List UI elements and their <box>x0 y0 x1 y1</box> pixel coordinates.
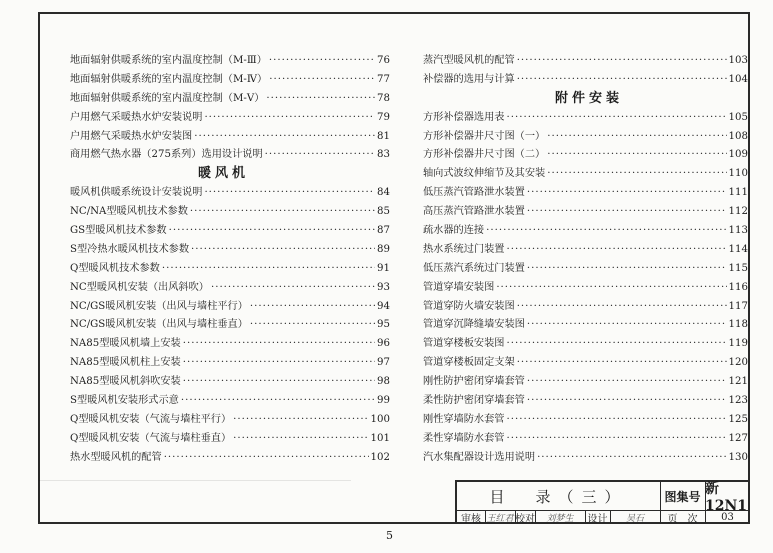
toc-entry <box>423 71 748 90</box>
toc-entry <box>70 279 390 298</box>
atlas-number: 新12N1 <box>705 481 748 514</box>
toc-entry <box>423 241 748 260</box>
toc-entry-title: 户用燃气采暖热水炉安装图 <box>70 130 193 142</box>
toc-entry-title: 地面辐射供暖系统的室内温度控制（M-Ⅳ） <box>70 73 268 85</box>
toc-entry-title: NA85型暖风机墙上安装 <box>70 338 181 350</box>
toc-entry-page: 110 <box>728 168 748 180</box>
toc-entry-page: 99 <box>377 395 390 407</box>
toc-right-column <box>423 52 748 468</box>
design-label: 设计 <box>587 513 608 525</box>
toc-entry-page: 111 <box>728 187 748 199</box>
toc-entry <box>423 222 748 241</box>
dot-leader <box>265 146 375 165</box>
dot-leader <box>190 203 375 222</box>
dot-leader <box>507 109 727 128</box>
toc-entry-page: 120 <box>728 357 748 369</box>
toc-entry <box>70 392 390 411</box>
toc-entry-title: 轴向式波纹伸缩节及其安装 <box>423 168 546 180</box>
toc-entry <box>423 279 748 298</box>
toc-entry-page: 96 <box>377 338 390 350</box>
toc-entry-title: 管道穿楼板固定支架 <box>423 357 515 369</box>
toc-entry <box>70 298 390 317</box>
toc-entry-page: 119 <box>728 338 748 350</box>
dot-leader <box>233 411 368 430</box>
toc-entry-page: 102 <box>370 451 390 463</box>
dot-leader <box>266 90 375 109</box>
toc-entry-page: 78 <box>377 92 390 104</box>
toc-entry-page: 116 <box>728 281 748 293</box>
toc-entry-page: 125 <box>728 413 748 425</box>
toc-entry-page: 94 <box>377 300 390 312</box>
toc-entry-page: 112 <box>728 206 748 218</box>
dot-leader <box>162 260 375 279</box>
dot-leader <box>183 335 375 354</box>
toc-entry-title: 方形补偿器井尺寸图（一） <box>423 130 546 142</box>
toc-entry <box>70 260 390 279</box>
toc-entry-page: 84 <box>377 187 390 199</box>
toc-entry-title: 高压蒸汽管路泄水装置 <box>423 206 525 218</box>
toc-entry-title: 户用燃气采暖热水炉安装说明 <box>70 111 203 123</box>
toc-entry-page: 100 <box>370 413 390 425</box>
toc-entry-page: 97 <box>377 357 390 369</box>
toc-entry <box>423 354 748 373</box>
toc-entry-title: Q型暖风机安装（气流与墙柱垂直） <box>70 432 232 444</box>
toc-entry <box>70 316 390 335</box>
toc-entry <box>423 260 748 279</box>
toc-entry-title: 管道穿防火墙安装图 <box>423 300 515 312</box>
review-label: 审核 <box>461 513 481 525</box>
dot-leader <box>537 449 726 468</box>
dot-leader <box>269 71 375 90</box>
toc-entry-title: 地面辐射供暖系统的室内温度控制（M-Ⅴ） <box>70 92 265 104</box>
toc-entry-title: 蒸汽型暖风机的配管 <box>423 55 515 66</box>
dot-leader <box>191 241 375 260</box>
toc-entry <box>423 430 748 449</box>
toc-entry-title: 疏水器的连接 <box>423 225 485 237</box>
dot-leader <box>507 335 727 354</box>
dot-leader <box>527 260 727 279</box>
dot-leader <box>517 71 727 90</box>
toc-entry-page: 93 <box>377 281 390 293</box>
toc-entry-page: 130 <box>728 451 748 463</box>
toc-entry <box>423 128 748 147</box>
dot-leader <box>183 354 375 373</box>
toc-entry <box>70 146 390 165</box>
toc-entry-title: 柔性穿墙防水套管 <box>423 432 505 444</box>
title-block-title: 目 录（三） <box>489 487 628 506</box>
dot-leader <box>547 128 726 147</box>
toc-entry-title: NC/GS暖风机安装（出风与墙柱垂直） <box>70 319 248 331</box>
dot-leader <box>183 373 375 392</box>
toc-entry-title: 低压蒸汽系统过门装置 <box>423 262 525 274</box>
toc-entry-title: S型冷热水暖风机技术参数 <box>70 243 190 255</box>
toc-entry-title: 低压蒸汽管路泄水装置 <box>423 187 525 199</box>
dot-leader <box>204 184 375 203</box>
toc-entry-title: 刚性防护密闭穿墙套管 <box>423 376 525 388</box>
toc-entry-title: 热水系统过门装置 <box>423 243 505 255</box>
toc-entry-title: 商用燃气热水器（275系列）选用设计说明 <box>70 149 263 161</box>
toc-entry-title: 汽水集配器设计选用说明 <box>423 451 536 463</box>
toc-entry <box>70 184 390 203</box>
toc-entry-page: 77 <box>377 73 390 85</box>
toc-entry <box>70 109 390 128</box>
toc-entry-title: Q型暖风机技术参数 <box>70 262 160 274</box>
toc-entry-title: 方形补偿器选用表 <box>423 111 505 123</box>
toc-entry-page: 114 <box>728 243 748 255</box>
dot-leader <box>527 316 727 335</box>
toc-entry-title: Q型暖风机安装（气流与墙柱平行） <box>70 413 232 425</box>
toc-entry <box>70 449 390 468</box>
toc-entry-page: 121 <box>728 376 748 388</box>
toc-entry-title: NC/NA型暖风机技术参数 <box>70 206 188 218</box>
section-heading: 附件安装 <box>555 90 624 106</box>
footer-page-number: 5 <box>386 529 393 542</box>
dot-leader <box>486 222 726 241</box>
dot-leader <box>507 411 727 430</box>
dot-leader <box>527 203 727 222</box>
dot-leader <box>194 128 375 147</box>
bleed-through-ghost <box>39 480 351 523</box>
dot-leader <box>211 279 375 298</box>
toc-entry-title: 热水型暖风机的配管 <box>70 451 162 463</box>
toc-entry <box>70 222 390 241</box>
toc-entry-page: 118 <box>728 319 748 331</box>
toc-entry-page: 91 <box>377 262 390 274</box>
toc-entry-title: 刚性穿墙防水套管 <box>423 413 505 425</box>
toc-entry-title: 管道穿沉降缝墙安装图 <box>423 319 525 331</box>
review-signature: 王红君 <box>486 513 514 524</box>
toc-entry-page: 95 <box>377 319 390 331</box>
dot-leader <box>517 354 727 373</box>
toc-entry <box>70 354 390 373</box>
toc-entry-page: 98 <box>377 376 390 388</box>
toc-entry-page: 108 <box>728 130 748 142</box>
toc-entry <box>423 449 748 468</box>
dot-leader <box>164 449 369 468</box>
toc-entry-title: NA85型暖风机斜吹安装 <box>70 376 181 388</box>
toc-entry-page: 127 <box>728 432 748 444</box>
toc-entry-page: 79 <box>377 111 390 123</box>
dot-leader <box>547 146 726 165</box>
toc-entry <box>423 109 748 128</box>
toc-entry-page: 113 <box>728 225 748 237</box>
toc-entry-page: 105 <box>728 111 748 123</box>
toc-entry-page: 87 <box>377 225 390 237</box>
dot-leader <box>250 316 375 335</box>
toc-entry <box>423 298 748 317</box>
toc-entry-title: 暖风机供暖系统设计安装说明 <box>70 187 203 199</box>
toc-entry <box>423 411 748 430</box>
toc-entry-page: 81 <box>377 130 390 142</box>
toc-entry-page: 103 <box>728 55 748 66</box>
dot-leader <box>269 52 375 71</box>
toc-entry-page: 115 <box>728 262 748 274</box>
section-heading: 暖风机 <box>198 166 250 182</box>
dot-leader <box>517 298 727 317</box>
toc-entry-title: 管道穿楼板安装图 <box>423 338 505 350</box>
toc-entry <box>70 128 390 147</box>
toc-entry <box>70 411 390 430</box>
toc-entry-title: NC/GS暖风机安装（出风与墙柱平行） <box>70 300 248 312</box>
toc-entry-title: S型暖风机安装形式示意 <box>70 395 179 407</box>
toc-entry-title: 补偿器的选用与计算 <box>423 73 515 85</box>
toc-entry <box>423 52 748 71</box>
toc-entry <box>70 373 390 392</box>
toc-entry-title: 地面辐射供暖系统的室内温度控制（M-Ⅲ） <box>70 55 267 66</box>
toc-entry-title: 柔性防护密闭穿墙套管 <box>423 395 525 407</box>
toc-entry <box>423 203 748 222</box>
toc-entry-page: 123 <box>728 395 748 407</box>
toc-entry-page: 101 <box>370 432 390 444</box>
toc-entry-page: 104 <box>728 73 748 85</box>
check-signature: 刘梦生 <box>546 513 574 524</box>
toc-entry-page: 117 <box>728 300 748 312</box>
toc-entry <box>423 373 748 392</box>
dot-leader <box>496 279 726 298</box>
toc-entry-title: 方形补偿器井尺寸图（二） <box>423 149 546 161</box>
dot-leader <box>233 430 368 449</box>
dot-leader <box>527 373 727 392</box>
check-label: 校对 <box>515 513 535 525</box>
dot-leader <box>517 52 727 71</box>
toc-entry-page: 83 <box>377 149 390 161</box>
toc-entry <box>423 316 748 335</box>
toc-entry <box>423 146 748 165</box>
toc-entry <box>70 203 390 222</box>
dot-leader <box>204 109 375 128</box>
toc-entry-title: GS型暖风机技术参数 <box>70 225 167 237</box>
page-label: 页 次 <box>667 513 698 525</box>
toc-entry-page: 76 <box>377 55 390 66</box>
dot-leader <box>507 430 727 449</box>
toc-entry-page: 109 <box>728 149 748 161</box>
toc-entry <box>70 241 390 260</box>
toc-entry <box>423 165 748 184</box>
dot-leader <box>181 392 375 411</box>
dot-leader <box>169 222 375 241</box>
toc-entry-title: NC型暖风机安装（出风斜吹） <box>70 281 209 293</box>
dot-leader <box>527 184 727 203</box>
toc-entry-title: NA85型暖风机柱上安装 <box>70 357 181 369</box>
design-signature: 吴石 <box>625 513 644 524</box>
dot-leader <box>250 298 375 317</box>
toc-entry <box>423 392 748 411</box>
dot-leader <box>507 241 727 260</box>
toc-entry <box>423 335 748 354</box>
dot-leader <box>547 165 726 184</box>
toc-entry <box>70 52 390 71</box>
toc-left-column <box>70 52 390 468</box>
toc-entry <box>70 90 390 109</box>
toc-entry-page: 89 <box>377 243 390 255</box>
toc-entry <box>70 71 390 90</box>
toc-entry-title: 管道穿墙安装图 <box>423 281 495 293</box>
toc-entry <box>70 335 390 354</box>
toc-entry <box>423 184 748 203</box>
toc-entry <box>70 430 390 449</box>
dot-leader <box>527 392 727 411</box>
atlas-number-label: 图集号 <box>664 489 701 504</box>
page-value: 03 <box>721 511 734 523</box>
title-block <box>455 480 750 524</box>
toc-entry-page: 85 <box>377 206 390 218</box>
